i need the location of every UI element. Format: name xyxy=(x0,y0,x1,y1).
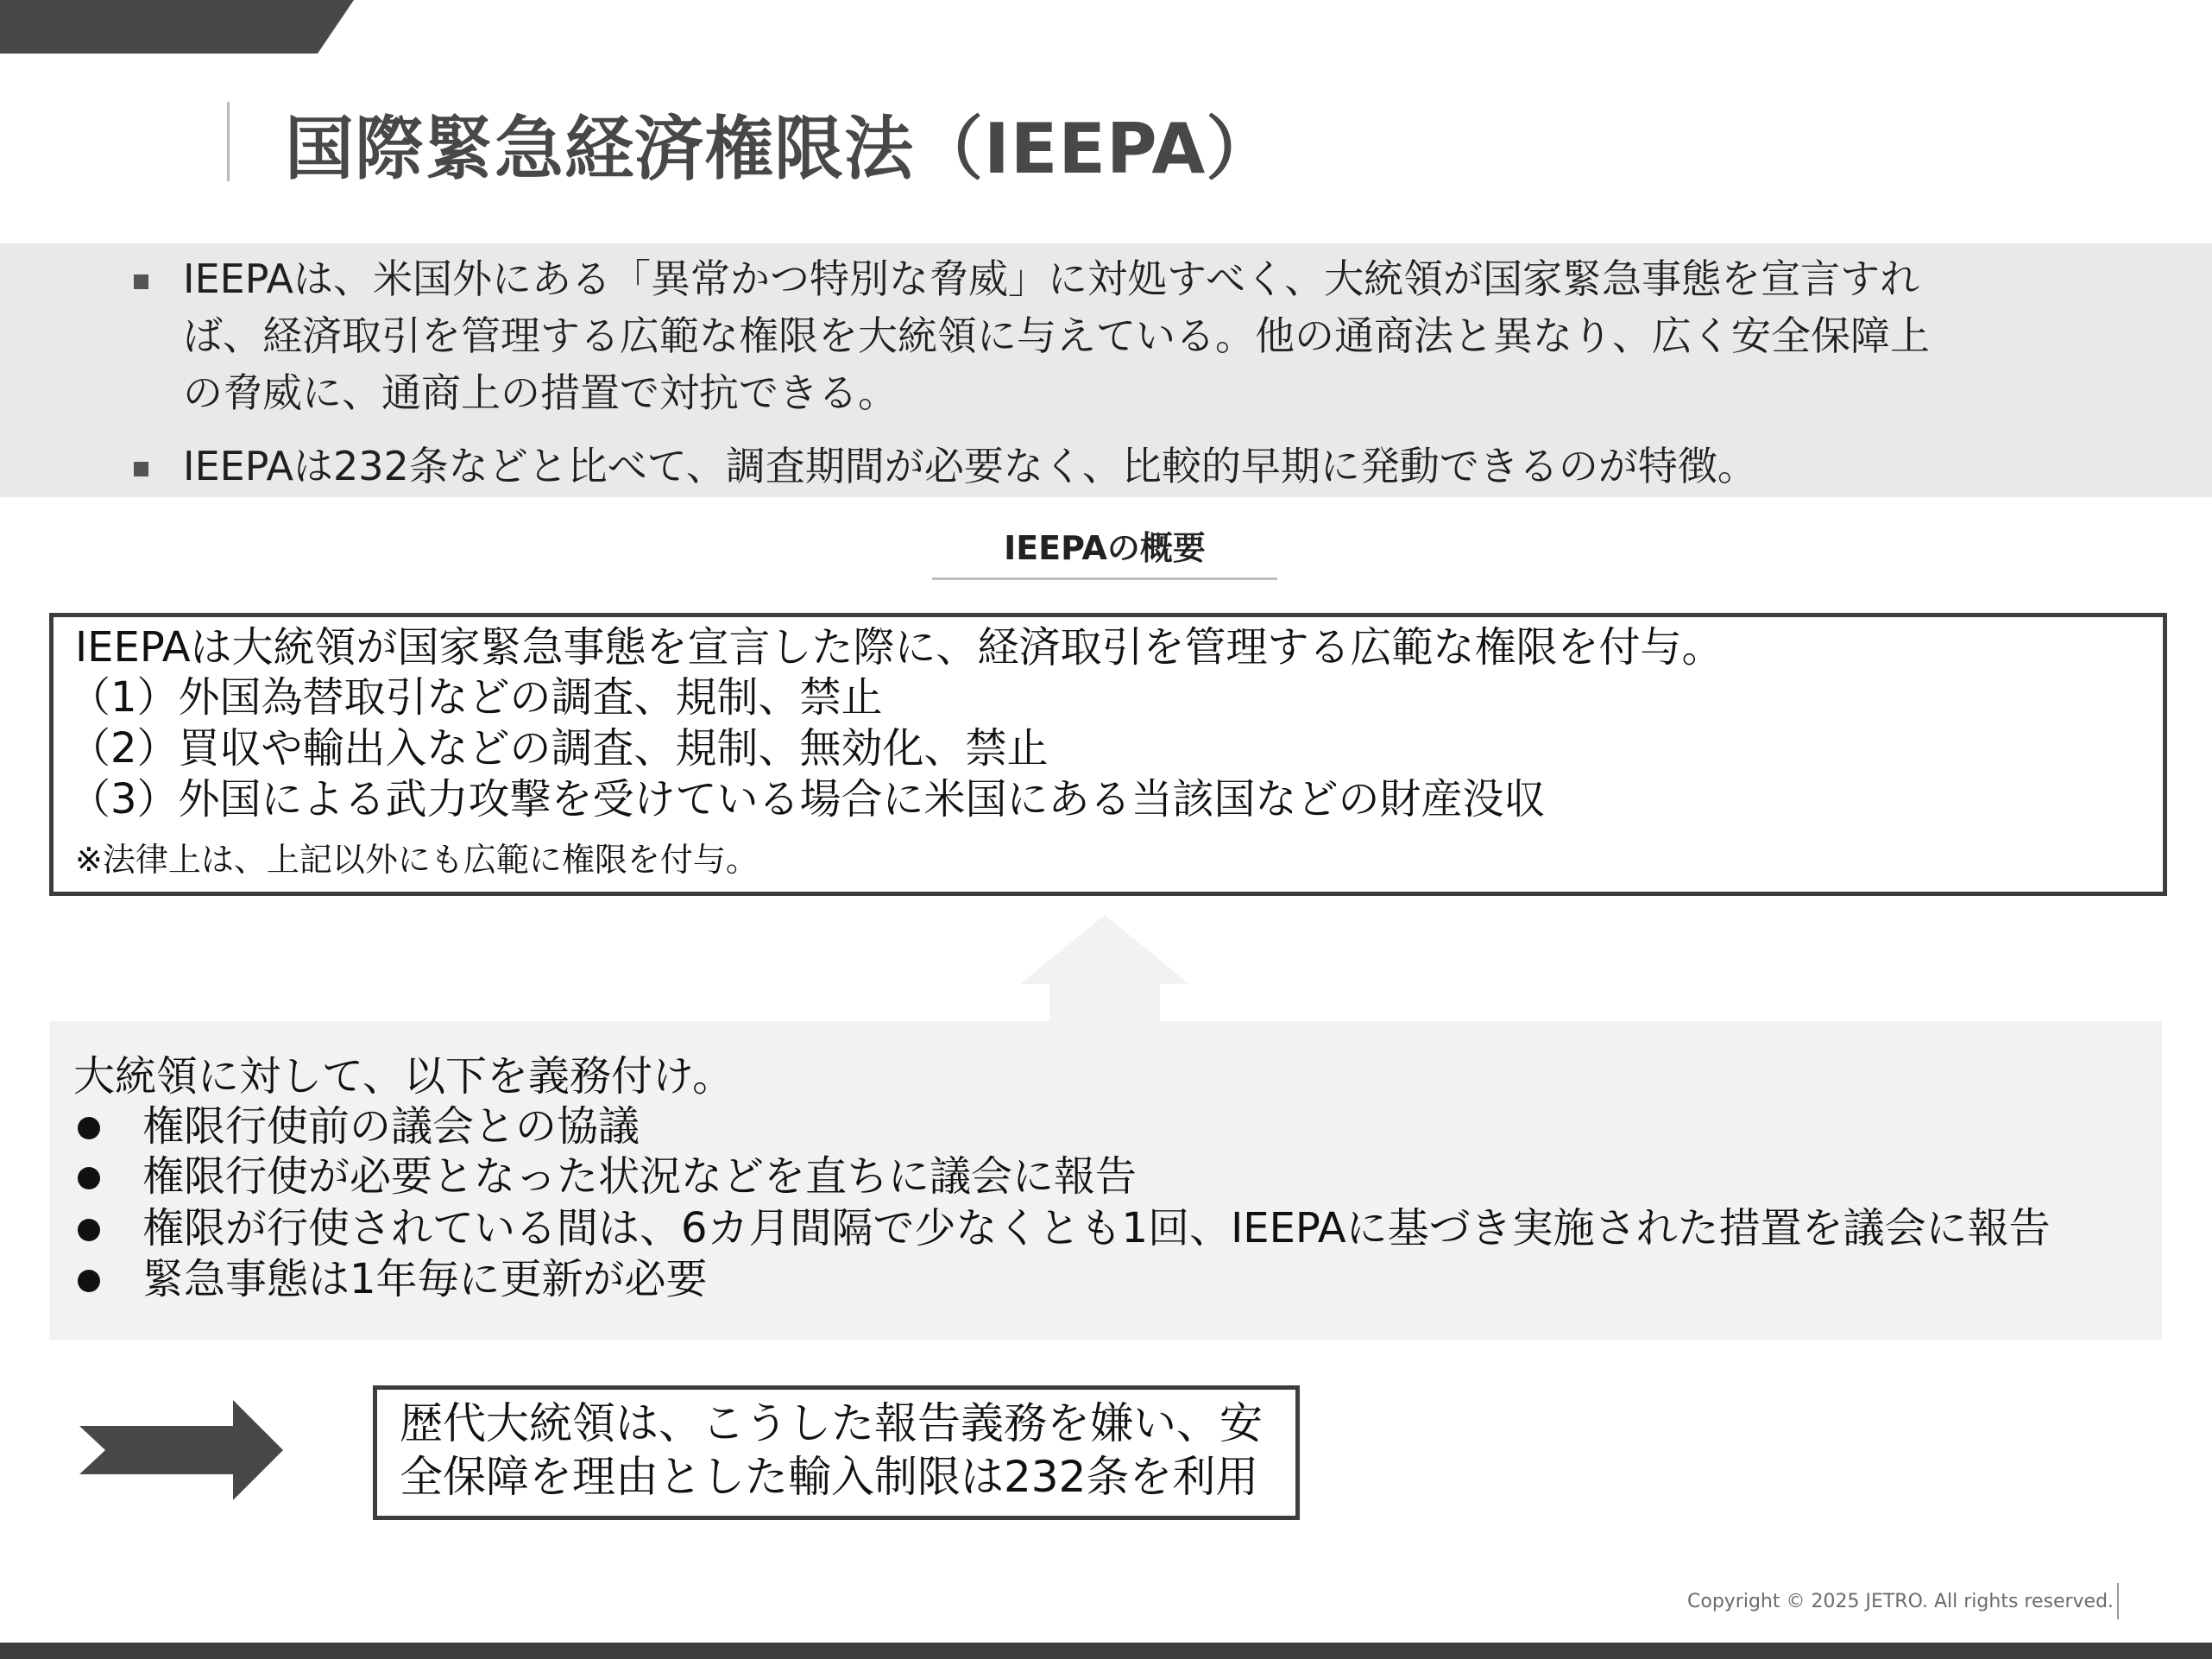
intro-bullet-2: IEEPAは232条などと比べて、調査期間が必要なく、比較的早期に発動できるのが特徴。 xyxy=(183,443,1757,489)
bullet-dot-icon xyxy=(78,1219,100,1241)
copyright-text: Copyright © 2025 JETRO. All rights reserved. xyxy=(1687,1591,2114,1612)
conclusion-line-1: 歴代大統領は、こうした報告義務を嫌い、安 xyxy=(400,1398,1263,1448)
up-arrow-icon xyxy=(1018,913,1191,1025)
header-corner-tab xyxy=(0,0,354,54)
bullet-dot-icon xyxy=(78,1270,100,1292)
section-heading: IEEPAの概要 xyxy=(1004,529,1206,567)
summary-item-3: （3）外国による武力攻撃を受けている場合に米国にある当該国などの財産没収 xyxy=(69,775,1546,823)
intro-bullet-1-line-1: IEEPAは、米国外にある「異常かつ特別な脅威」に対処すべく、大統領が国家緊急事態を宣言すれ xyxy=(183,255,1920,302)
page-title: 国際緊急経済権限法（IEEPA） xyxy=(285,109,1276,189)
summary-note: ※法律上は、上記以外にも広範に権限を付与。 xyxy=(75,841,759,879)
summary-intro: IEEPAは大統領が国家緊急事態を宣言した際に、経済取引を管理する広範な権限を付与。 xyxy=(75,623,1724,672)
title-accent-bar xyxy=(227,102,230,181)
copyright-divider xyxy=(2117,1583,2119,1619)
summary-item-1: （1）外国為替取引などの調査、規制、禁止 xyxy=(69,673,883,722)
obligations-intro: 大統領に対して、以下を義務付け。 xyxy=(73,1052,734,1101)
obligation-item-3: 権限が行使されている間は、6カ月間隔で少なくとも1回、IEEPAに基づき実施された措置を議会に報告 xyxy=(142,1204,2051,1252)
summary-item-2: （2）買収や輸出入などの調査、規制、無効化、禁止 xyxy=(69,724,1049,773)
bullet-dot-icon xyxy=(78,1117,100,1139)
conclusion-box xyxy=(373,1385,1300,1520)
footer-bar xyxy=(0,1643,2212,1659)
right-arrow-icon xyxy=(79,1400,287,1500)
bullet-dot-icon xyxy=(78,1167,100,1189)
square-bullet-icon xyxy=(134,274,148,289)
summary-box xyxy=(49,613,2167,896)
obligation-item-1: 権限行使前の議会との協議 xyxy=(142,1102,640,1151)
conclusion-line-2: 全保障を理由とした輸入制限は232条を利用 xyxy=(400,1452,1259,1502)
square-bullet-icon xyxy=(134,462,148,476)
intro-bullet-1-line-2: ば、経済取引を管理する広範な権限を大統領に与えている。他の通商法と異なり、広く安全保障上 xyxy=(183,312,1930,359)
section-heading-underline xyxy=(932,577,1277,580)
intro-bullet-1-line-3: の脅威に、通商上の措置で対抗できる。 xyxy=(183,369,898,416)
obligation-item-2: 権限行使が必要となった状況などを直ちに議会に報告 xyxy=(142,1152,1138,1201)
obligation-item-4: 緊急事態は1年毎に更新が必要 xyxy=(142,1255,708,1303)
intro-bullet-1 xyxy=(183,250,1930,421)
